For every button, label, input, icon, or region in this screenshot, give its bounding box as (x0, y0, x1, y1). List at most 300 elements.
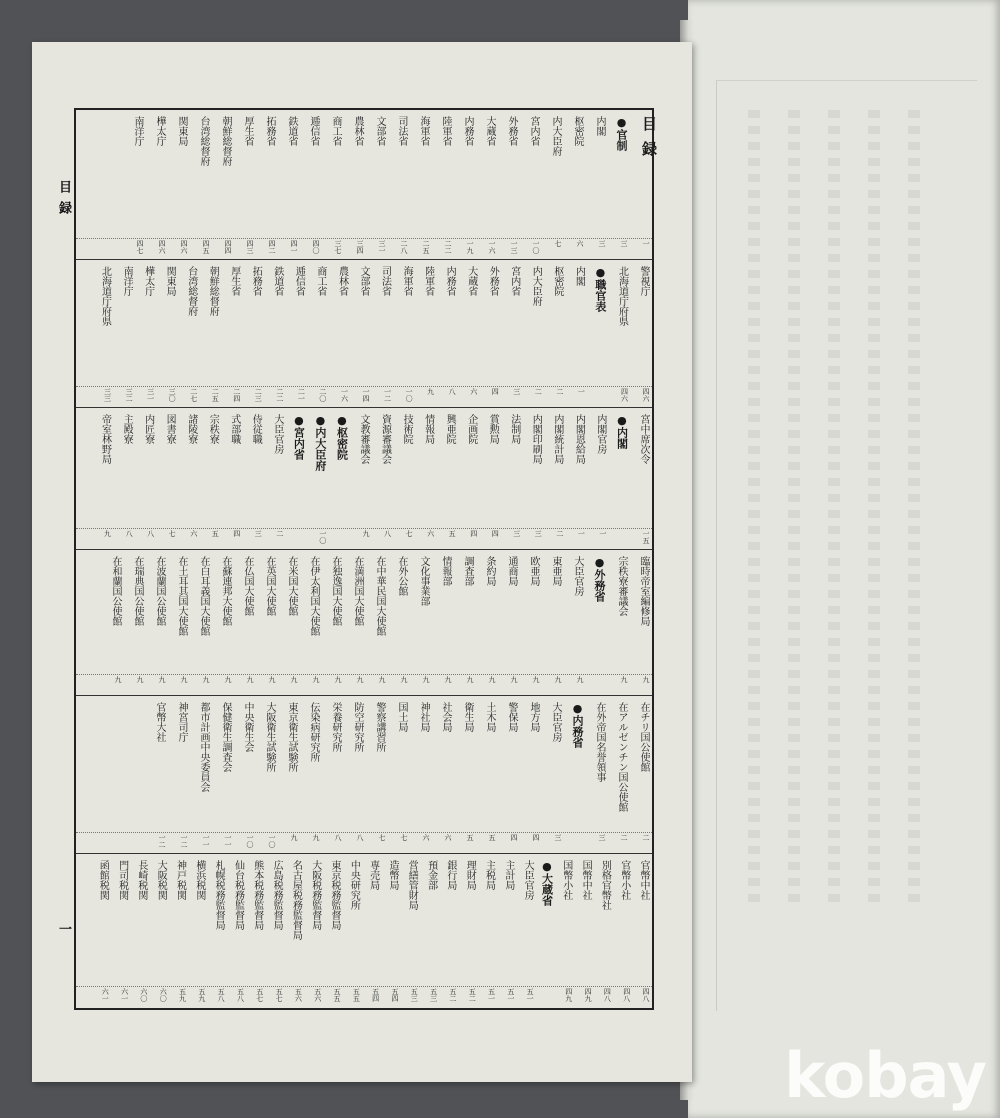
toc-entry: 在アルゼンチン国公使館 (616, 702, 627, 812)
toc-entry: 名古屋税務監督局 (290, 860, 302, 940)
toc-page-number: 四七 (136, 240, 144, 254)
toc-entry: 朝鮮総督府 (207, 266, 219, 316)
toc-heading: ●官制 (615, 116, 628, 151)
toc-entry: 内閣 (573, 266, 585, 286)
toc-page-number: 三一 (146, 388, 155, 402)
toc-page-number: 五七 (255, 988, 264, 1002)
toc-entry: 南洋庁 (132, 116, 143, 146)
toc-entry: 在和蘭国公使館 (110, 556, 121, 626)
toc-entry: 海軍省 (401, 266, 413, 296)
toc-page-number: 九 (466, 676, 474, 683)
toc-entry: 官幣中社 (638, 860, 649, 900)
toc-page-number: 四五 (202, 240, 210, 254)
toc-page-number: 七 (554, 240, 562, 247)
toc-entry: 枢密院 (551, 266, 563, 296)
page-number: 一 (56, 922, 71, 943)
toc-entry: 官幣小社 (618, 860, 630, 900)
toc-page-number: 九 (356, 676, 364, 683)
toc-entry: 内閣 (594, 116, 605, 136)
toc-page-number (541, 988, 552, 1006)
toc-entry: 鉄道省 (271, 266, 283, 296)
toc-heading: ●大蔵省 (540, 860, 554, 906)
toc-entry: 営繕管財局 (406, 860, 418, 910)
toc-entry: 神戸税関 (174, 860, 186, 900)
toc-entry: 樺太庁 (154, 116, 165, 146)
toc-page-number: 九 (642, 676, 650, 683)
toc-entry: 厚生省 (242, 116, 253, 146)
toc-entry: 中央研究所 (348, 860, 360, 910)
toc-page-number: 一 (642, 240, 650, 247)
toc-entry: 内閣印刷局 (530, 414, 542, 464)
toc-entry: 門司税関 (116, 860, 128, 900)
toc-page-number: 四〇 (312, 240, 320, 254)
toc-section (76, 550, 652, 696)
page-number-rule (76, 386, 652, 387)
toc-page-number: 九 (290, 676, 298, 683)
toc-page-number: 五三 (410, 988, 419, 1002)
toc-page-number: 二 (275, 530, 284, 537)
toc-page-number: 三 (554, 834, 562, 841)
toc-entry: 警察講習所 (374, 702, 385, 752)
toc-entry: 大蔵省 (465, 266, 477, 296)
toc-entry: 在瑞典国公使館 (132, 556, 143, 626)
toc-page-number: 三 (512, 388, 521, 395)
toc-entry: 宮内省 (528, 116, 539, 146)
toc-entry: 枢密院 (572, 116, 583, 146)
toc-entry: 国幣中社 (580, 860, 592, 900)
toc-page-number: 九 (426, 388, 435, 395)
toc-page-number: 六〇 (139, 988, 148, 1002)
toc-page-number (336, 530, 347, 548)
toc-heading: ●内閣 (615, 414, 629, 449)
page-number-rule (76, 528, 652, 529)
toc-page-number: 三 (534, 530, 543, 537)
toc-entry: 理財局 (464, 860, 476, 890)
toc-entry: 内匠寮 (142, 414, 154, 444)
toc-page-number: 一一 (224, 834, 232, 848)
toc-entry: 宮中席次令 (638, 414, 649, 464)
toc-entry: 社会局 (440, 702, 451, 732)
toc-page-number: 五六 (294, 988, 303, 1002)
toc-page-number: 五二 (448, 988, 457, 1002)
toc-entry: 台湾総督府 (185, 266, 197, 316)
toc-entry: 大臣官房 (572, 556, 583, 596)
toc-entry: 北海道庁府県 (99, 266, 111, 326)
toc-entry: 商工省 (330, 116, 341, 146)
toc-page-number: 一四 (362, 388, 370, 402)
toc-page-number: 二四 (232, 388, 241, 402)
toc-page-number: 三三 (103, 388, 112, 402)
toc-page-number: 九 (158, 676, 166, 683)
toc-entry: 侍従職 (250, 414, 262, 444)
toc-entry: 熊本税務監督局 (251, 860, 263, 930)
toc-entry: 在外帝国名誉領事 (594, 702, 605, 782)
toc-page-number: 二 (534, 388, 543, 395)
toc-entry: 拓務省 (250, 266, 262, 296)
toc-page-number: 三〇 (168, 388, 177, 402)
toc-section (76, 854, 652, 1008)
toc-entry: 農林省 (352, 116, 363, 146)
toc-entry: 在英国大使館 (264, 556, 275, 616)
toc-section (76, 408, 652, 550)
toc-entry: 警保局 (506, 702, 517, 732)
toc-entry: 広島税務監督局 (271, 860, 283, 930)
toc-page-number: 九 (202, 676, 210, 683)
toc-page-number (572, 834, 583, 852)
toc-entry: 司法省 (379, 266, 391, 296)
watermark-logo: kobay (784, 1039, 986, 1112)
page-number-rule (76, 986, 652, 987)
toc-page-number: 五四 (371, 988, 380, 1002)
toc-page-number: 九 (312, 834, 320, 841)
toc-entry: 文部省 (374, 116, 385, 146)
toc-entry: 長崎税関 (135, 860, 147, 900)
toc-entry: 内閣官房 (594, 414, 606, 454)
toc-heading: ●宮内省 (292, 414, 306, 460)
toc-page-number: 四 (510, 834, 518, 841)
toc-page-number: 八 (448, 388, 457, 395)
toc-page-number: 一〇 (405, 388, 414, 402)
toc-entry: 東亜局 (550, 556, 561, 586)
toc-entry: 大臣官房 (522, 860, 534, 900)
toc-page-number: 三 (598, 240, 606, 247)
toc-entry: 逓信省 (293, 266, 305, 296)
toc-entry: 宮内省 (508, 266, 520, 296)
toc-entry: 大臣官房 (550, 702, 561, 742)
toc-page-number: 四 (232, 530, 241, 537)
toc-entry: 在蘇連邦大使館 (220, 556, 231, 626)
toc-entry: 内務省 (462, 116, 473, 146)
toc-entry: 大臣官房 (271, 414, 283, 454)
toc-page-number: 三二 (125, 388, 134, 402)
toc-page-number: 五八 (236, 988, 245, 1002)
toc-entry: 外務省 (506, 116, 517, 146)
toc-entry: 臨時帝室編修局 (638, 556, 649, 626)
toc-page-number: 五 (448, 530, 457, 537)
toc-page-number: 四九 (584, 988, 593, 1002)
toc-page-number: 四四 (224, 240, 232, 254)
toc-page-number: 九 (444, 676, 452, 683)
toc-heading: ●枢密院 (335, 414, 349, 460)
toc-section (76, 110, 658, 260)
toc-page-number: 一六 (340, 388, 349, 402)
toc-page-number: 四 (469, 530, 478, 537)
toc-page-number: 二三 (254, 388, 263, 402)
toc-entry: 東京税務監督局 (329, 860, 341, 930)
toc-entry: 文化事業部 (418, 556, 429, 606)
toc-heading: ●内務省 (571, 702, 584, 748)
toc-heading: ●外務省 (593, 556, 606, 602)
toc-entry: 札幌税務監督局 (213, 860, 225, 930)
bleed-through-text (908, 110, 920, 910)
toc-page-number: 八 (356, 834, 364, 841)
toc-entry: 専売局 (367, 860, 379, 890)
toc-entry: 在外公館 (396, 556, 407, 596)
toc-entry: 地方局 (528, 702, 539, 732)
toc-entry: 北海道庁府県 (616, 266, 628, 326)
toc-entry: 預金部 (425, 860, 437, 890)
toc-page-number: 九 (488, 676, 496, 683)
bleed-through-text (748, 110, 760, 910)
toc-page-number: 四六 (180, 240, 188, 254)
toc-page-number: 三 (254, 530, 263, 537)
toc-page-number: 一二 (383, 388, 392, 402)
toc-entry: 国土局 (396, 702, 407, 732)
toc-entry: 宗秩寮 (207, 414, 219, 444)
toc-entry: 防空研究所 (352, 702, 363, 752)
toc-page-number: 四 (491, 530, 500, 537)
toc-page-number: 三七 (334, 240, 342, 254)
toc-entry: 通商局 (506, 556, 517, 586)
toc-entry: 調査部 (462, 556, 473, 586)
toc-page-number: 四八 (642, 988, 650, 1002)
toc-entry: 東京衛生試験所 (286, 702, 297, 772)
toc-page-number: 一 (598, 530, 607, 537)
toc-entry: 情報部 (440, 556, 451, 586)
toc-page-number: 二 (555, 388, 564, 395)
bleed-through-text (788, 110, 800, 910)
toc-page-number: 一 (577, 530, 586, 537)
toc-page-number: 九 (103, 530, 112, 537)
toc-entry: 別格官幣社 (599, 860, 611, 910)
toc-page-number (595, 388, 606, 406)
toc-page-number: 六 (189, 530, 198, 537)
toc-entry: 図書寮 (164, 414, 176, 444)
toc-entry: 商工省 (314, 266, 326, 296)
toc-entry: 南洋庁 (121, 266, 133, 296)
toc-page-number: 九 (576, 676, 584, 683)
toc-entry: 大阪税務監督局 (309, 860, 321, 930)
toc-entry: 帝室林野局 (99, 414, 111, 464)
toc-entry: 陸軍省 (422, 266, 434, 296)
toc-entry: 主計局 (502, 860, 514, 890)
toc-page-number: 四六 (642, 388, 650, 402)
toc-page-number: 二二 (275, 388, 284, 402)
toc-page-number: 四二 (268, 240, 276, 254)
toc-entry: 衛生局 (462, 702, 473, 732)
table-of-contents (74, 108, 658, 1010)
toc-heading: 目録 (640, 116, 658, 166)
toc-entry: 在独逸国大使館 (330, 556, 341, 626)
toc-page-number: 九 (268, 676, 276, 683)
toc-entry: 仙台税務監督局 (232, 860, 244, 930)
toc-entry: 大阪衛生試験所 (264, 702, 275, 772)
toc-page-number: 七 (400, 834, 408, 841)
toc-page-number (616, 530, 627, 548)
toc-entry: 在白耳義国大使館 (198, 556, 209, 636)
toc-page-number: 九 (180, 676, 188, 683)
toc-page-number: 二七 (189, 388, 198, 402)
toc-entry: 在チリ国公使館 (638, 702, 649, 772)
toc-entry: 企画院 (465, 414, 477, 444)
toc-page-number: 五五 (352, 988, 361, 1002)
toc-page-number: 九 (378, 676, 386, 683)
toc-entry: 諸陵寮 (185, 414, 197, 444)
toc-page-number: 八 (146, 530, 155, 537)
toc-page-number: 三 (598, 834, 606, 841)
toc-page-number: 八 (334, 834, 342, 841)
page-number-rule (76, 674, 652, 675)
toc-heading: ●職官表 (593, 266, 607, 312)
toc-page-number: 三 (620, 240, 628, 247)
toc-page-number: 五九 (197, 988, 206, 1002)
toc-entry: 土木局 (484, 702, 495, 732)
toc-entry: 外務省 (487, 266, 499, 296)
toc-entry: 文教審議会 (358, 414, 369, 464)
toc-entry: 厚生省 (228, 266, 240, 296)
toc-page-number: 二一 (297, 388, 306, 402)
bleed-through-text (828, 110, 840, 910)
toc-page-number: 五 (466, 834, 474, 841)
toc-entry: 内閣恩給局 (573, 414, 585, 464)
toc-entry: 在仏国大使館 (242, 556, 253, 616)
toc-entry: 警視庁 (638, 266, 649, 296)
toc-entry: 鉄道省 (286, 116, 297, 146)
toc-entry: 式部職 (228, 414, 240, 444)
toc-page-number: 三 (512, 530, 521, 537)
toc-entry: 法制局 (508, 414, 520, 444)
toc-page-number: 二八 (400, 240, 408, 254)
toc-entry: 主税局 (483, 860, 495, 890)
toc-page-number: 九 (422, 676, 430, 683)
toc-page-number: 四八 (622, 988, 631, 1002)
toc-page-number: 一〇 (268, 834, 276, 848)
toc-page-number (293, 530, 304, 548)
toc-page-number: 二 (620, 834, 628, 841)
toc-page-number: 五六 (313, 988, 322, 1002)
toc-page-number: 一〇 (246, 834, 254, 848)
toc-entry: 在土耳其国大使館 (176, 556, 187, 636)
toc-page-number: 四 (532, 834, 540, 841)
toc-entry: 陸軍省 (440, 116, 451, 146)
toc-section (76, 260, 652, 408)
toc-page-number: 九 (400, 676, 408, 683)
toc-page-number: 八 (383, 530, 392, 537)
toc-page-number: 六 (469, 388, 478, 395)
toc-page-number: 五九 (178, 988, 187, 1002)
toc-page-number: 一一 (202, 834, 210, 848)
toc-page-number: 七 (405, 530, 414, 537)
toc-page-number: 一六 (488, 240, 496, 254)
toc-page-number: 六 (576, 240, 584, 247)
toc-page-number: 三一 (378, 240, 386, 254)
toc-entry: 興亜院 (444, 414, 456, 444)
toc-page-number: 四三 (246, 240, 254, 254)
toc-entry: 中央衛生会 (242, 702, 253, 752)
toc-page-number: 九 (224, 676, 232, 683)
toc-page-number: 九 (136, 676, 144, 683)
right-page (688, 0, 1000, 1118)
toc-page-number: 五一 (487, 988, 496, 1002)
toc-entry: 農林省 (336, 266, 348, 296)
toc-entry: 在波蘭国公使館 (154, 556, 165, 626)
toc-entry: 銀行局 (444, 860, 456, 890)
toc-entry: 宗秩寮審議会 (616, 556, 627, 616)
toc-page-number: 一五 (642, 530, 650, 544)
toc-page-number: 九 (554, 676, 562, 683)
toc-entry: 関東局 (164, 266, 176, 296)
toc-page-number: 六 (426, 530, 435, 537)
toc-page-number: 六一 (120, 988, 129, 1002)
toc-entry: 官幣大社 (154, 702, 165, 742)
toc-entry: 函館税関 (97, 860, 109, 900)
toc-page-number: 六 (444, 834, 452, 841)
toc-page-number: 二 (555, 530, 564, 537)
toc-page-number: 四一 (290, 240, 298, 254)
toc-page-number: 一〇 (318, 530, 327, 544)
toc-entry: 内大臣府 (550, 116, 561, 156)
toc-entry: 条約局 (484, 556, 495, 586)
toc-entry: 樺太庁 (142, 266, 154, 296)
toc-page-number: 九 (114, 676, 122, 683)
toc-page-number: 四 (491, 388, 500, 395)
toc-page-number: 五八 (217, 988, 226, 1002)
toc-page-number: 六一 (101, 988, 110, 1002)
toc-page-number: 八 (125, 530, 134, 537)
toc-entry: 賞勲局 (487, 414, 499, 444)
toc-page-number: 四八 (603, 988, 612, 1002)
toc-entry: 内大臣府 (530, 266, 542, 306)
toc-entry: 情報局 (422, 414, 434, 444)
toc-entry: 逓信省 (308, 116, 319, 146)
toc-page-number: 五 (488, 834, 496, 841)
toc-section (76, 696, 652, 854)
toc-page-number: 一九 (466, 240, 474, 254)
toc-entry: 保健衛生調査会 (220, 702, 231, 772)
toc-entry: 伝染病研究所 (308, 702, 319, 762)
toc-entry: 技術院 (401, 414, 413, 444)
toc-page-number: 九 (334, 676, 342, 683)
toc-entry: 栄養研究所 (330, 702, 341, 752)
toc-page-number: 七 (378, 834, 386, 841)
toc-entry: 資源審議会 (379, 414, 391, 464)
toc-page-number: 五四 (390, 988, 399, 1002)
toc-page-number: 九 (362, 530, 370, 537)
toc-page-number: 一〇 (532, 240, 540, 254)
toc-entry: 司法省 (396, 116, 407, 146)
toc-page-number: 九 (510, 676, 518, 683)
toc-page-number: 九 (246, 676, 254, 683)
toc-entry: 文部省 (358, 266, 369, 296)
toc-page-number: 九 (312, 676, 320, 683)
toc-page-number: 四九 (564, 988, 573, 1002)
toc-entry: 関東局 (176, 116, 187, 146)
toc-entry: 造幣局 (386, 860, 398, 890)
toc-entry: 横浜税関 (193, 860, 205, 900)
toc-page-number: 一二 (180, 834, 188, 848)
toc-entry: 神宮司庁 (176, 702, 187, 742)
toc-entry: 朝鮮総督府 (220, 116, 231, 166)
toc-page-number: 二二 (444, 240, 452, 254)
toc-entry: 在中華民国大使館 (374, 556, 385, 636)
page-number-rule (76, 238, 652, 239)
toc-page-number: 二〇 (318, 388, 327, 402)
toc-entry: 都市計画中央委員会 (198, 702, 209, 792)
toc-page-number: 四六 (158, 240, 166, 254)
toc-entry: 台湾総督府 (198, 116, 209, 166)
toc-heading: ●内大臣府 (313, 414, 327, 471)
toc-page-number: 五五 (333, 988, 342, 1002)
toc-page-number: 一三 (510, 240, 518, 254)
page-number-rule (76, 832, 652, 833)
toc-page-number: 四六 (620, 388, 629, 402)
toc-entry: 内閣統計局 (551, 414, 563, 464)
toc-entry: 内務省 (444, 266, 456, 296)
toc-page-number: 二 (642, 834, 650, 841)
toc-page-number: 五 (211, 530, 220, 537)
toc-page-number: 九 (532, 676, 540, 683)
toc-page-number: 五一 (506, 988, 515, 1002)
